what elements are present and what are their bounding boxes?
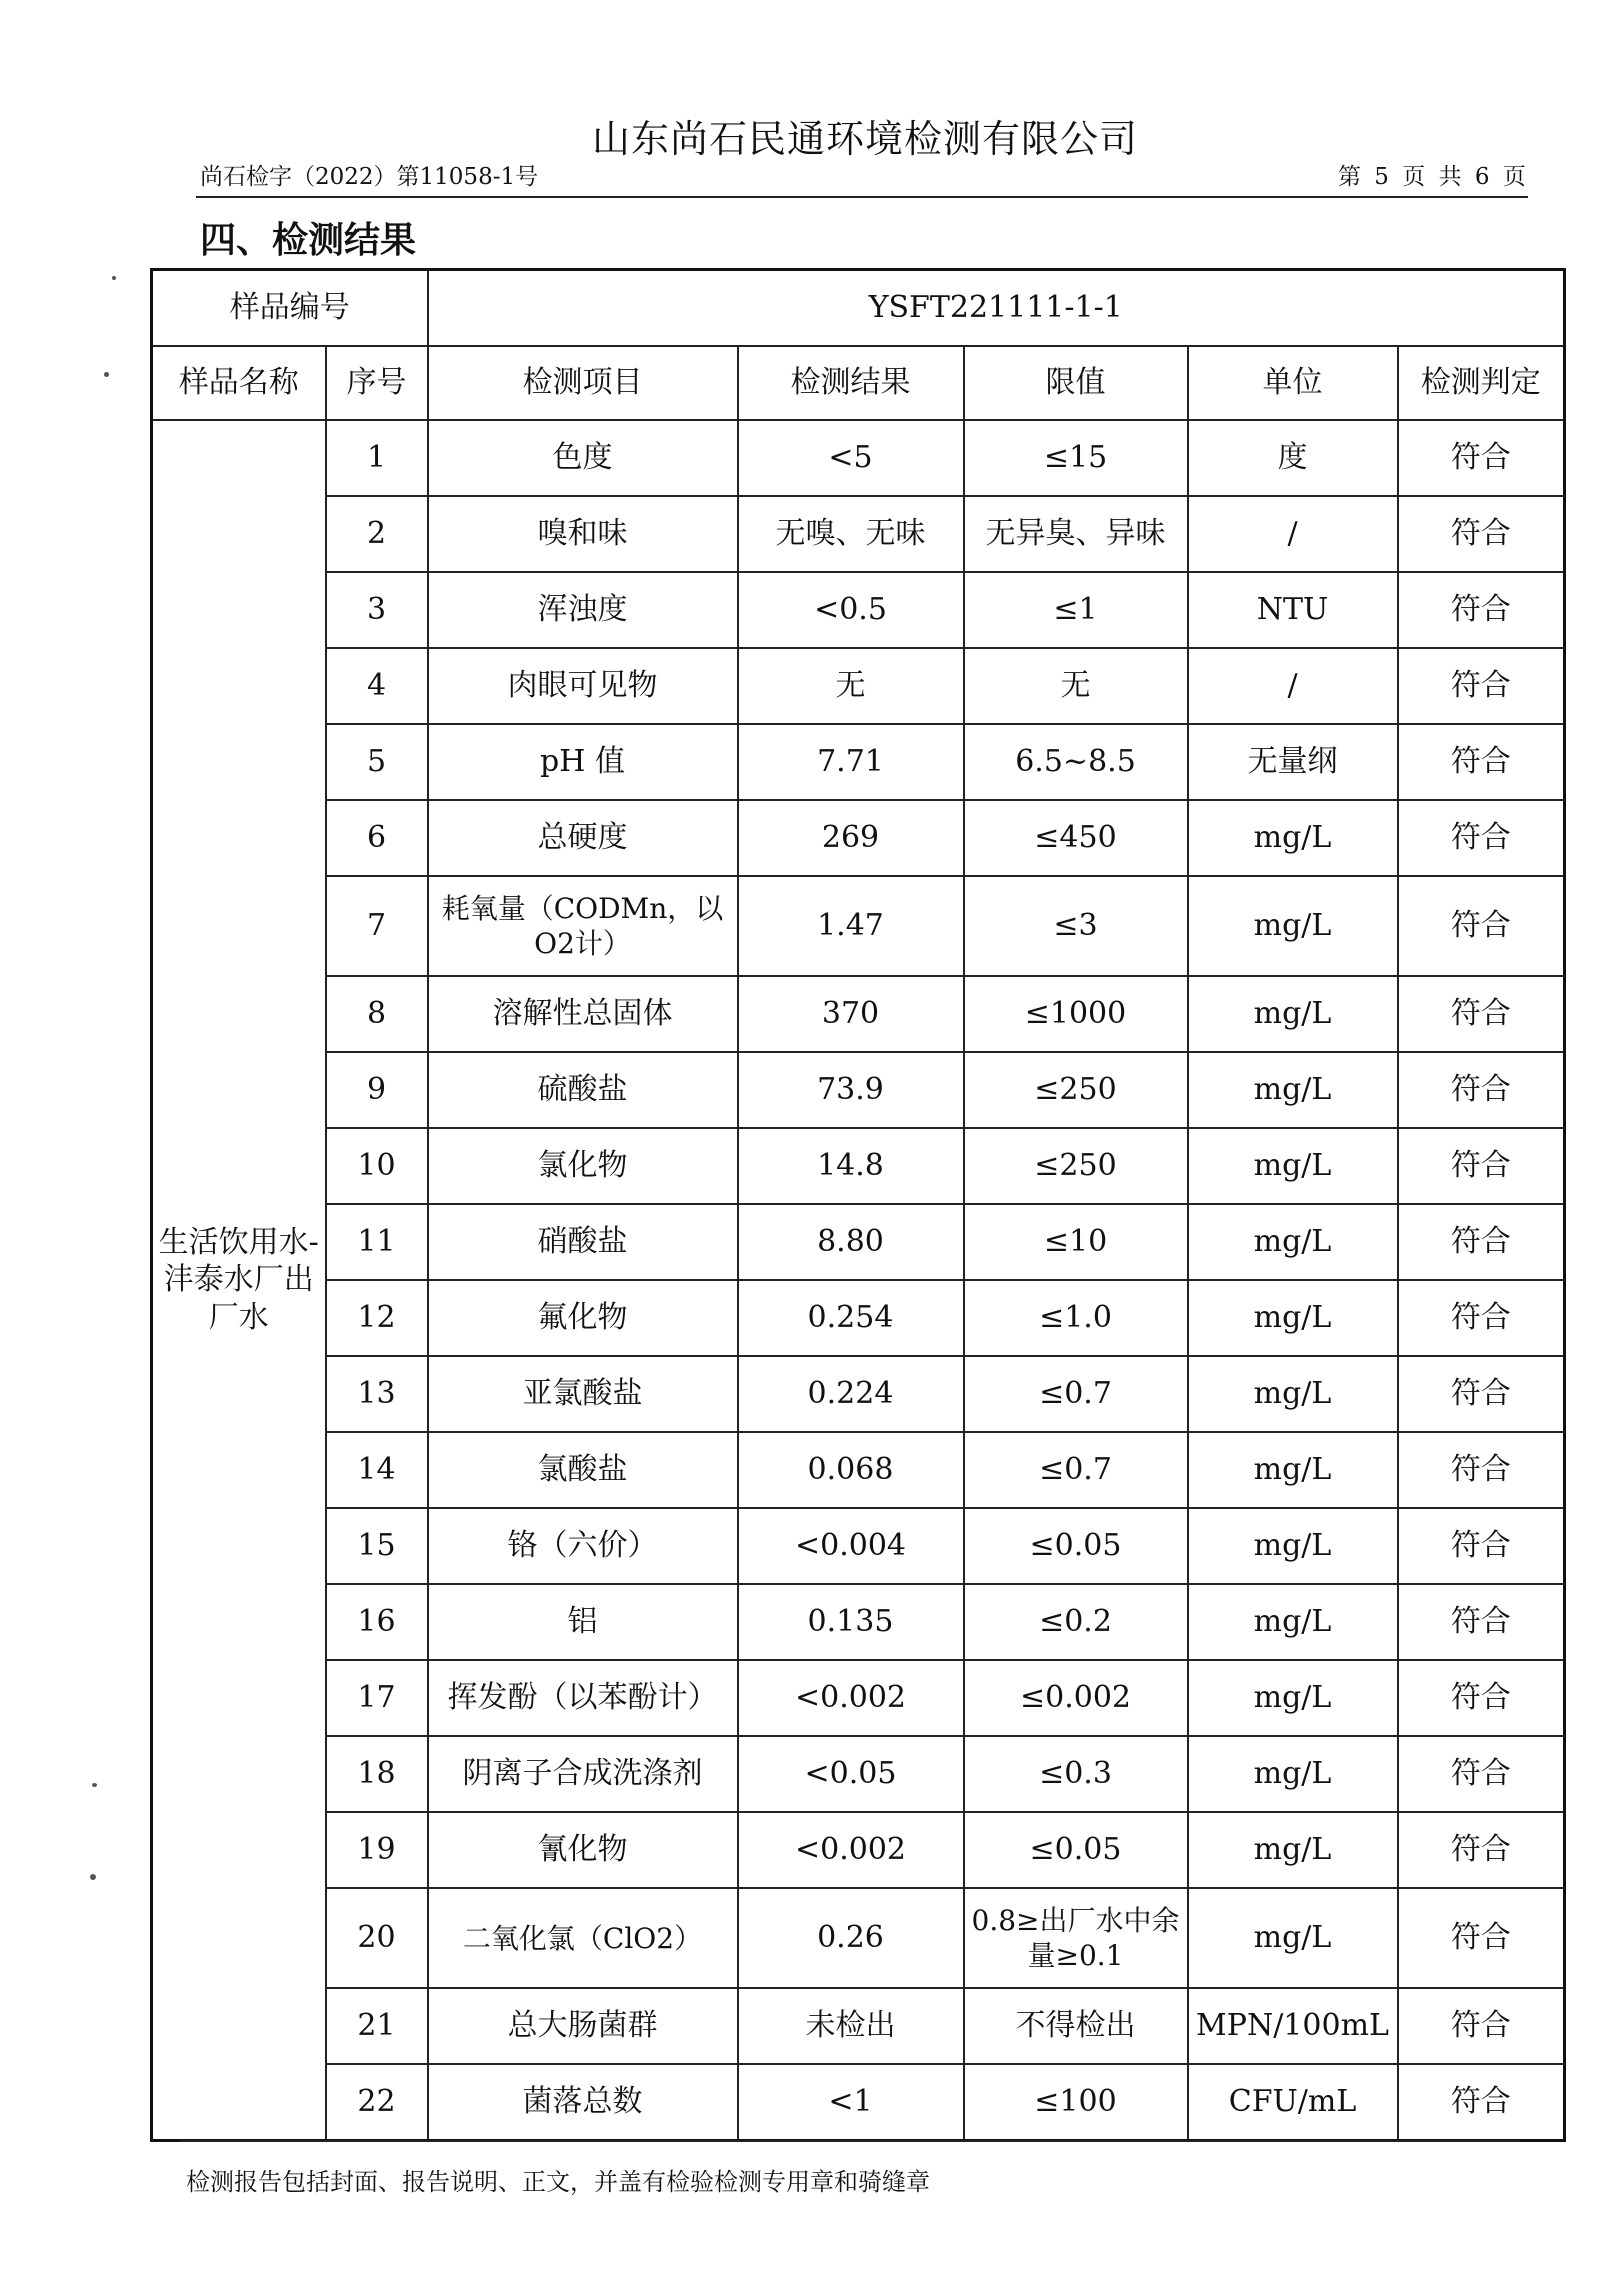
footer-divider (180, 2140, 1520, 2142)
cell-limit: 6.5~8.5 (964, 724, 1188, 800)
cell-unit: mg/L (1188, 1432, 1398, 1508)
table-row (152, 1356, 1565, 1432)
cell-judgement: 符合 (1398, 1660, 1565, 1736)
table-row (152, 2064, 1565, 2141)
table-row (152, 420, 1565, 496)
cell-item: 氰化物 (428, 1812, 738, 1888)
cell-seq: 4 (326, 648, 428, 724)
cell-judgement: 符合 (1398, 1128, 1565, 1204)
cell-item: 溶解性总固体 (428, 976, 738, 1052)
cell-unit: / (1188, 648, 1398, 724)
cell-judgement: 符合 (1398, 1888, 1565, 1988)
sample-number-value: YSFT221111-1-1 (428, 270, 1565, 347)
cell-judgement: 符合 (1398, 572, 1565, 648)
cell-seq: 5 (326, 724, 428, 800)
sample-number-row (152, 270, 1565, 347)
cell-limit: ≤15 (964, 420, 1188, 496)
cell-seq: 13 (326, 1356, 428, 1432)
cell-item: 菌落总数 (428, 2064, 738, 2141)
cell-unit: mg/L (1188, 1280, 1398, 1356)
col-header-limit: 限值 (964, 346, 1188, 420)
cell-seq: 22 (326, 2064, 428, 2141)
sample-name-cell: 生活饮用水-沣泰水厂出厂水 (152, 420, 326, 2141)
cell-limit: ≤10 (964, 1204, 1188, 1280)
column-header-row (152, 346, 1565, 420)
cell-limit: ≤0.3 (964, 1736, 1188, 1812)
cell-limit: ≤100 (964, 2064, 1188, 2141)
cell-item: 亚氯酸盐 (428, 1356, 738, 1432)
cell-item: pH 值 (428, 724, 738, 800)
cell-limit: ≤0.7 (964, 1356, 1188, 1432)
cell-unit: 度 (1188, 420, 1398, 496)
col-header-item: 检测项目 (428, 346, 738, 420)
col-header-result: 检测结果 (738, 346, 964, 420)
cell-judgement: 符合 (1398, 1280, 1565, 1356)
cell-seq: 15 (326, 1508, 428, 1584)
table-row (152, 1736, 1565, 1812)
cell-seq: 21 (326, 1988, 428, 2064)
cell-unit: mg/L (1188, 1128, 1398, 1204)
cell-judgement: 符合 (1398, 1736, 1565, 1812)
cell-unit: mg/L (1188, 976, 1398, 1052)
cell-seq: 7 (326, 876, 428, 976)
table-row (152, 1888, 1565, 1988)
scan-speck (90, 1874, 96, 1880)
cell-unit: mg/L (1188, 1660, 1398, 1736)
col-header-seq: 序号 (326, 346, 428, 420)
scan-speck (92, 1783, 97, 1787)
cell-result: <0.002 (738, 1660, 964, 1736)
cell-limit: 不得检出 (964, 1988, 1188, 2064)
table-row (152, 1812, 1565, 1888)
cell-unit: mg/L (1188, 1812, 1398, 1888)
table-row (152, 1432, 1565, 1508)
cell-result: 0.224 (738, 1356, 964, 1432)
cell-seq: 8 (326, 976, 428, 1052)
cell-item: 硫酸盐 (428, 1052, 738, 1128)
section-title: 四、检测结果 (200, 220, 417, 261)
cell-unit: mg/L (1188, 1204, 1398, 1280)
cell-limit: ≤0.7 (964, 1432, 1188, 1508)
cell-unit: mg/L (1188, 876, 1398, 976)
cell-seq: 12 (326, 1280, 428, 1356)
cell-judgement: 符合 (1398, 1204, 1565, 1280)
cell-unit: mg/L (1188, 1508, 1398, 1584)
cell-unit: NTU (1188, 572, 1398, 648)
cell-unit: mg/L (1188, 1356, 1398, 1432)
cell-judgement: 符合 (1398, 2064, 1565, 2141)
table-row (152, 496, 1565, 572)
cell-result: 0.135 (738, 1584, 964, 1660)
cell-item: 耗氧量（CODMn，以 O2计） (428, 876, 738, 976)
cell-judgement: 符合 (1398, 1508, 1565, 1584)
cell-result: <0.004 (738, 1508, 964, 1584)
cell-limit: ≤1 (964, 572, 1188, 648)
cell-limit: ≤250 (964, 1052, 1188, 1128)
cell-item: 氯酸盐 (428, 1432, 738, 1508)
cell-result: 73.9 (738, 1052, 964, 1128)
table-row (152, 1660, 1565, 1736)
table-row (152, 876, 1565, 976)
cell-item: 总大肠菌群 (428, 1988, 738, 2064)
cell-limit: ≤450 (964, 800, 1188, 876)
table-row (152, 976, 1565, 1052)
cell-item: 铝 (428, 1584, 738, 1660)
table-row (152, 1584, 1565, 1660)
cell-limit: ≤0.05 (964, 1812, 1188, 1888)
cell-judgement: 符合 (1398, 724, 1565, 800)
cell-result: 未检出 (738, 1988, 964, 2064)
table-row (152, 1508, 1565, 1584)
cell-limit: ≤0.2 (964, 1584, 1188, 1660)
cell-result: <1 (738, 2064, 964, 2141)
cell-seq: 19 (326, 1812, 428, 1888)
results-table (150, 268, 1566, 2142)
cell-item: 阴离子合成洗涤剂 (428, 1736, 738, 1812)
cell-result: 1.47 (738, 876, 964, 976)
cell-unit: mg/L (1188, 1584, 1398, 1660)
cell-limit: 无异臭、异味 (964, 496, 1188, 572)
cell-item: 二氧化氯（ClO2） (428, 1888, 738, 1988)
cell-seq: 1 (326, 420, 428, 496)
cell-result: <5 (738, 420, 964, 496)
cell-item: 肉眼可见物 (428, 648, 738, 724)
cell-unit: mg/L (1188, 800, 1398, 876)
cell-item: 铬（六价） (428, 1508, 738, 1584)
cell-result: 0.254 (738, 1280, 964, 1356)
cell-judgement: 符合 (1398, 1584, 1565, 1660)
cell-judgement: 符合 (1398, 648, 1565, 724)
page-info: 第 5 页 共 6 页 (1338, 164, 1529, 190)
cell-limit: ≤0.002 (964, 1660, 1188, 1736)
cell-item: 氟化物 (428, 1280, 738, 1356)
cell-result: <0.002 (738, 1812, 964, 1888)
table-row (152, 648, 1565, 724)
cell-result: 8.80 (738, 1204, 964, 1280)
cell-result: 14.8 (738, 1128, 964, 1204)
cell-seq: 14 (326, 1432, 428, 1508)
cell-unit: MPN/100mL (1188, 1988, 1398, 2064)
table-row (152, 1128, 1565, 1204)
cell-seq: 10 (326, 1128, 428, 1204)
cell-judgement: 符合 (1398, 876, 1565, 976)
cell-unit: 无量纲 (1188, 724, 1398, 800)
company-name: 山东尚石民通环境检测有限公司 (591, 117, 1138, 161)
cell-result: 无嗅、无味 (738, 496, 964, 572)
sample-number-label: 样品编号 (152, 270, 428, 347)
cell-seq: 2 (326, 496, 428, 572)
header-divider (196, 196, 1528, 198)
cell-seq: 6 (326, 800, 428, 876)
cell-limit: ≤1000 (964, 976, 1188, 1052)
cell-item: 色度 (428, 420, 738, 496)
table-row (152, 1204, 1565, 1280)
cell-judgement: 符合 (1398, 1432, 1565, 1508)
cell-judgement: 符合 (1398, 420, 1565, 496)
scan-speck (104, 372, 109, 377)
cell-result: 0.068 (738, 1432, 964, 1508)
cell-item: 嗅和味 (428, 496, 738, 572)
cell-result: <0.05 (738, 1736, 964, 1812)
cell-unit: / (1188, 496, 1398, 572)
cell-judgement: 符合 (1398, 800, 1565, 876)
cell-result: 无 (738, 648, 964, 724)
cell-judgement: 符合 (1398, 496, 1565, 572)
results-table-body (152, 270, 1565, 2141)
cell-result: <0.5 (738, 572, 964, 648)
cell-unit: mg/L (1188, 1736, 1398, 1812)
cell-item: 浑浊度 (428, 572, 738, 648)
cell-limit: ≤1.0 (964, 1280, 1188, 1356)
cell-seq: 20 (326, 1888, 428, 1988)
table-row (152, 1280, 1565, 1356)
cell-seq: 18 (326, 1736, 428, 1812)
cell-judgement: 符合 (1398, 1356, 1565, 1432)
cell-limit: 0.8≥出厂水中余量≥0.1 (964, 1888, 1188, 1988)
cell-judgement: 符合 (1398, 1052, 1565, 1128)
cell-result: 370 (738, 976, 964, 1052)
cell-unit: mg/L (1188, 1052, 1398, 1128)
cell-limit: 无 (964, 648, 1188, 724)
report-number: 尚石检字（2022）第11058-1号 (200, 164, 539, 190)
cell-item: 总硬度 (428, 800, 738, 876)
col-header-sample-name: 样品名称 (152, 346, 326, 420)
cell-result: 0.26 (738, 1888, 964, 1988)
cell-seq: 16 (326, 1584, 428, 1660)
cell-limit: ≤250 (964, 1128, 1188, 1204)
cell-seq: 9 (326, 1052, 428, 1128)
cell-result: 7.71 (738, 724, 964, 800)
cell-judgement: 符合 (1398, 1812, 1565, 1888)
table-row (152, 1988, 1565, 2064)
cell-judgement: 符合 (1398, 976, 1565, 1052)
footer-note: 检测报告包括封面、报告说明、正文，并盖有检验检测专用章和骑缝章 (186, 2168, 930, 2196)
col-header-judgement: 检测判定 (1398, 346, 1565, 420)
cell-seq: 3 (326, 572, 428, 648)
cell-judgement: 符合 (1398, 1988, 1565, 2064)
cell-item: 挥发酚（以苯酚计） (428, 1660, 738, 1736)
table-row (152, 572, 1565, 648)
table-row (152, 724, 1565, 800)
table-row (152, 1052, 1565, 1128)
cell-unit: mg/L (1188, 1888, 1398, 1988)
scan-speck (112, 276, 116, 280)
cell-result: 269 (738, 800, 964, 876)
cell-limit: ≤0.05 (964, 1508, 1188, 1584)
cell-limit: ≤3 (964, 876, 1188, 976)
cell-item: 氯化物 (428, 1128, 738, 1204)
cell-seq: 11 (326, 1204, 428, 1280)
cell-item: 硝酸盐 (428, 1204, 738, 1280)
col-header-unit: 单位 (1188, 346, 1398, 420)
table-row (152, 800, 1565, 876)
cell-unit: CFU/mL (1188, 2064, 1398, 2141)
cell-seq: 17 (326, 1660, 428, 1736)
